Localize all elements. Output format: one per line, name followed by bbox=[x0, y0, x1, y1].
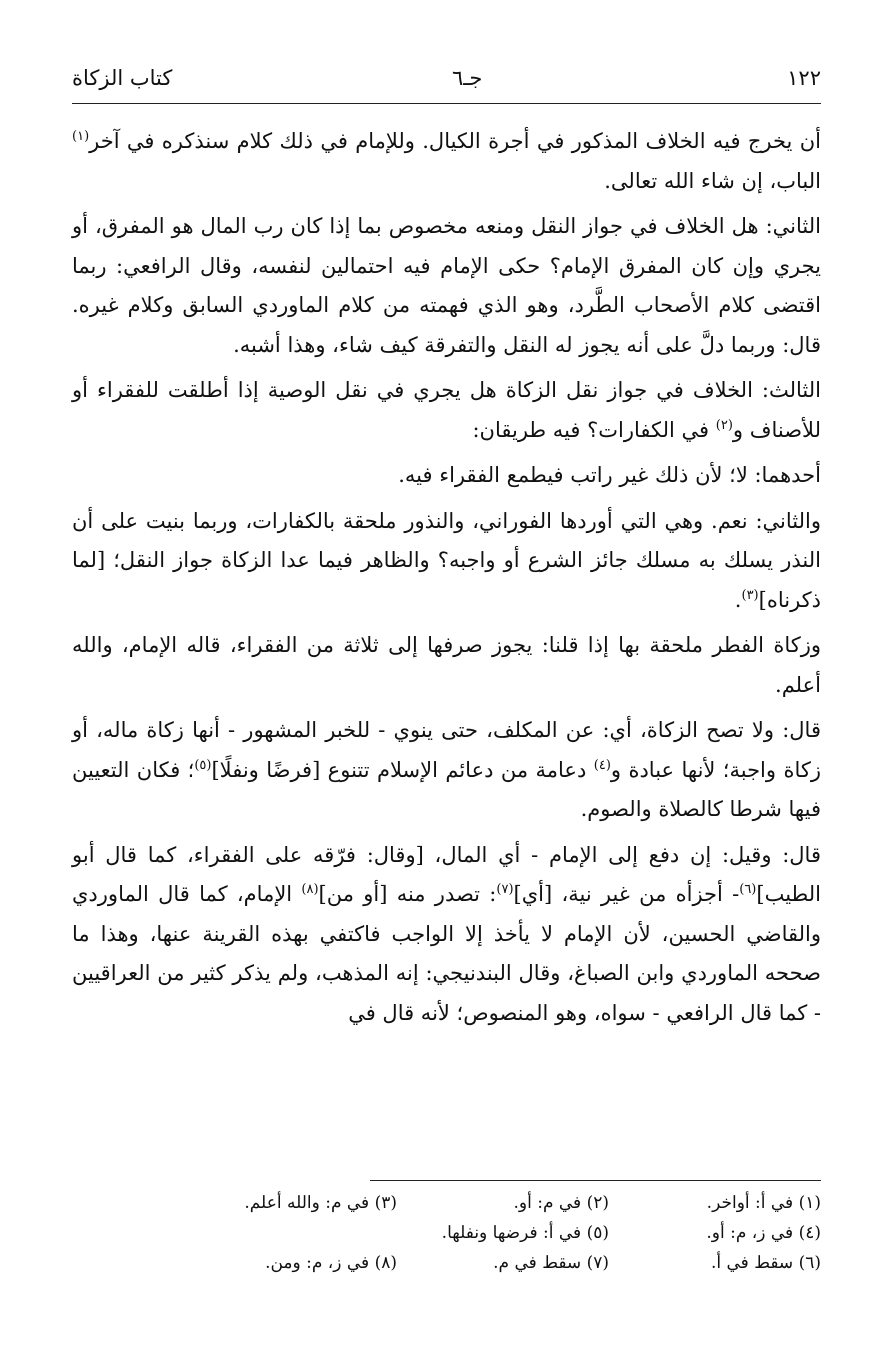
footnote-marker: (٥) bbox=[194, 757, 212, 773]
footnote: (٧) سقط في م. bbox=[493, 1253, 609, 1273]
main-text bbox=[72, 122, 821, 1039]
running-header bbox=[72, 62, 821, 102]
paragraph bbox=[72, 122, 821, 201]
footnote-divider bbox=[370, 1180, 821, 1181]
footnote-marker: (٧) bbox=[496, 882, 514, 897]
paragraph bbox=[72, 371, 821, 450]
paragraph bbox=[72, 836, 821, 1034]
paragraph-text: أن يخرج فيه الخلاف المذكور في أجرة الكيال. وللإمام في ذلك كلام سنذكره في آخر bbox=[89, 129, 821, 153]
paragraph-text: الإمام، كما قال الماوردي والقاضي الحسين، لأن الإمام لا يأخذ إلا الواجب فاكتفي بهذه القرينة عنها، وهذا ما صححه الماوردي وابن الصباغ، وقال البندنيجي: إنه المذهب، ولم يذكر كثير من العراقيين - كما قال الرافعي - سواه، وهو المنصوص؛ لأنه قال في bbox=[72, 882, 821, 1025]
paragraph-text: دعامة من دعائم الإسلام تتنوع [فرضًا ونفلًا] bbox=[211, 757, 594, 782]
footnote-marker: (٢) bbox=[715, 417, 733, 433]
page-number: ١٢٢ bbox=[787, 66, 821, 90]
footnote: (٢) في م: أو. bbox=[513, 1193, 609, 1213]
footnote: (٦) سقط في أ. bbox=[710, 1253, 821, 1273]
paragraph-text: قال: وقيل: إن دفع إلى الإمام - أي المال، [وقال: فرّقه على الفقراء، كما قال أبو الطيب] bbox=[72, 842, 821, 906]
paragraph bbox=[72, 711, 821, 830]
paragraph-text: - أجزأه من غير نية، [أي] bbox=[513, 882, 740, 906]
footnote: (٤) في ز، م: أو. bbox=[706, 1223, 821, 1243]
footnote: (٨) في ز، م: ومن. bbox=[265, 1253, 397, 1273]
footnote: (١) في أ: أواخر. bbox=[706, 1193, 821, 1213]
footnote-row bbox=[72, 1218, 821, 1248]
footnotes bbox=[72, 1188, 821, 1278]
paragraph-text: الباب، إن شاء الله تعالى. bbox=[604, 168, 821, 193]
paragraph-text: ؛ فكان التعيين فيها شرطا كالصلاة والصوم. bbox=[72, 757, 821, 821]
paragraph-text: والثاني: نعم. وهي التي أوردها الفوراني، والنذور ملحقة بالكفارات، وربما بنيت على أن النذر يسلك به مسلك جائز الشرع أو واجبه؟ والظاهر فيما عدا الزكاة جواز النقل؛ [لما ذكرناه] bbox=[72, 508, 821, 612]
header-divider bbox=[72, 103, 821, 104]
paragraph bbox=[72, 502, 821, 621]
paragraph-text: . bbox=[734, 587, 742, 612]
paragraph-text: أحدهما: لا؛ لأن ذلك غير راتب فيطمع الفقراء فيه. bbox=[398, 463, 821, 487]
footnote-marker: (١) bbox=[72, 129, 90, 144]
footnote: (٣) في م: والله أعلم. bbox=[244, 1193, 397, 1213]
paragraph bbox=[72, 207, 821, 365]
footnote-marker: (٦) bbox=[739, 882, 757, 897]
footnote-marker: (٤) bbox=[593, 757, 611, 773]
paragraph-text: قال: ولا تصح الزكاة، أي: عن المكلف، حتى ينوي - للخبر المشهور - أنها زكاة ماله، أو زكاة واجبة؛ لأنها عبادة و bbox=[72, 718, 821, 782]
footnote: (٥) في أ: فرضها ونفلها. bbox=[441, 1223, 609, 1243]
paragraph-text: الثالث: الخلاف في جواز نقل الزكاة هل يجري في نقل الوصية إذا أطلقت للفقراء أو للأصناف و bbox=[72, 378, 821, 442]
paragraph-text: في الكفارات؟ فيه طريقان: bbox=[472, 417, 716, 442]
footnote-marker: (٣) bbox=[741, 587, 759, 603]
footnote-row bbox=[72, 1248, 821, 1278]
footnote-row bbox=[72, 1188, 821, 1218]
paragraph-text: : تصدر منه [أو من] bbox=[318, 882, 497, 906]
book-title: كتاب الزكاة bbox=[72, 66, 173, 90]
paragraph bbox=[72, 456, 821, 496]
paragraph-text: وزكاة الفطر ملحقة بها إذا قلنا: يجوز صرفها إلى ثلاثة من الفقراء، قاله الإمام، والله أعلم. bbox=[72, 633, 821, 697]
footnote-marker: (٨) bbox=[301, 882, 319, 897]
volume-label: جـ٦ bbox=[452, 66, 483, 90]
paragraph bbox=[72, 626, 821, 705]
paragraph-text: الثاني: هل الخلاف في جواز النقل ومنعه مخصوص بما إذا كان رب المال هو المفرق، أو يجري وإن كان المفرق الإمام؟ حكى الإمام فيه احتمالين لنفسه، وقال الرافعي: ربما اقتضى كلام الأصحاب الطَّرد، وهو الذي فهمته من كلام الماوردي السابق وكلام غيره. قال: وربما دلَّ على أنه يجوز له النقل والتفرقة كيف شاء، وهذا أشبه. bbox=[72, 214, 821, 357]
